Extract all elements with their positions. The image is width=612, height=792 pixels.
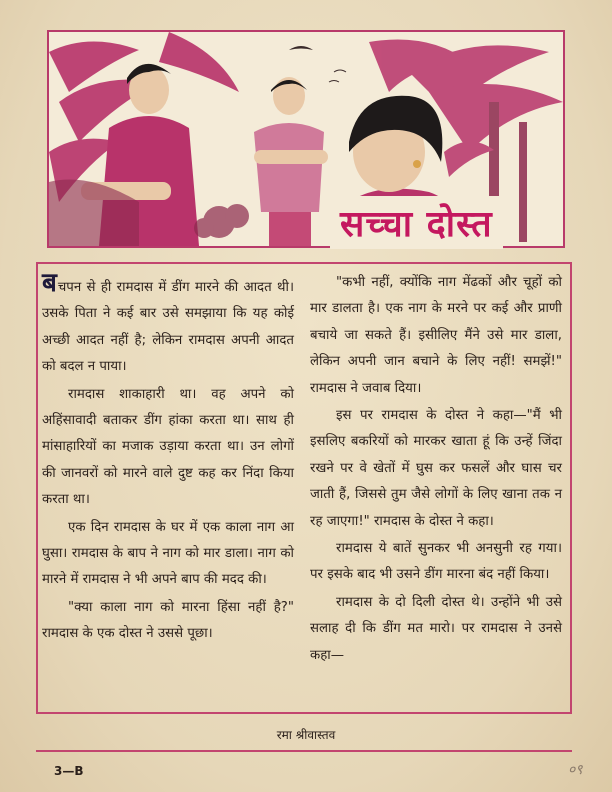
paragraph: "क्या काला नाग को मारना हिंसा नहीं है?" रामदास के एक दोस्त ने उससे पूछा।: [42, 599, 294, 642]
story-title: सच्चा दोस्त: [330, 196, 503, 249]
paragraph: "कभी नहीं, क्योंकि नाग मेंढकों और चूहों को मार डालता है। एक नाग के मरने पर कई और प्राणी बचाये जा सकते हैं। इसीलिए मैंने उसे मार डाला, लेकिन अपनी जान बचाने के लिए नहीं! समझें!" रामदास ने जवाब दिया।: [310, 275, 562, 396]
paragraph: [42, 270, 294, 381]
paragraph: रामदास शाकाहारी था। वह अपने को अहिंसावादी बताकर डींग हांका करता था। साथ ही मांसाहारियों का मजाक उड़ाया करता था। उन लोगों की जानवरों को मारने वाले दुष्ट कह कर निंदा किया करता था।: [42, 386, 294, 508]
paragraph-text: चपन से ही रामदास में डींग मारने की आदत थी। उसके पिता ने कई बार उसे समझाया कि यह कोई अच्छी आदत नहीं है; लेकिन रामदास अपनी आदत को बदल न पाया।: [42, 280, 294, 375]
right-column: [310, 270, 562, 670]
margin-mark: ०९: [568, 762, 583, 778]
paragraph: रामदास के दो दिली दोस्त थे। उन्होंने भी उसे सलाह दी कि डींग मत मारो। पर रामदास ने उनसे कहा—: [310, 594, 562, 663]
page-number: 3—B: [54, 764, 84, 778]
footer-divider: [36, 750, 572, 752]
paragraph: एक दिन रामदास के घर में एक काला नाग आ घुसा। रामदास के बाप ने नाग को मार डाला। नाग को मारने में रामदास ने भी अपने बाप की मदद की।: [42, 519, 294, 588]
paragraph: रामदास ये बातें सुनकर भी अनसुनी रह गया। पर इसके बाद भी उसने डींग मारना बंद नहीं किया।: [310, 541, 562, 583]
paragraph: इस पर रामदास के दोस्त ने कहा—"मैं भी इसलिए बकरियों को मारकर खाता हूं कि उन्हें जिंदा रखने पर वे खेतों में घुस कर फसलें और घास चर जाती हैं, जिससे तुम जैसे लोगों के लिए खाना तक न रह जाएगा!" रामदास के दोस्त ने कहा।: [310, 408, 562, 529]
drop-cap: ब: [42, 268, 57, 298]
left-column: [42, 270, 294, 649]
author-byline: रमा श्रीवास्तव: [276, 728, 336, 742]
